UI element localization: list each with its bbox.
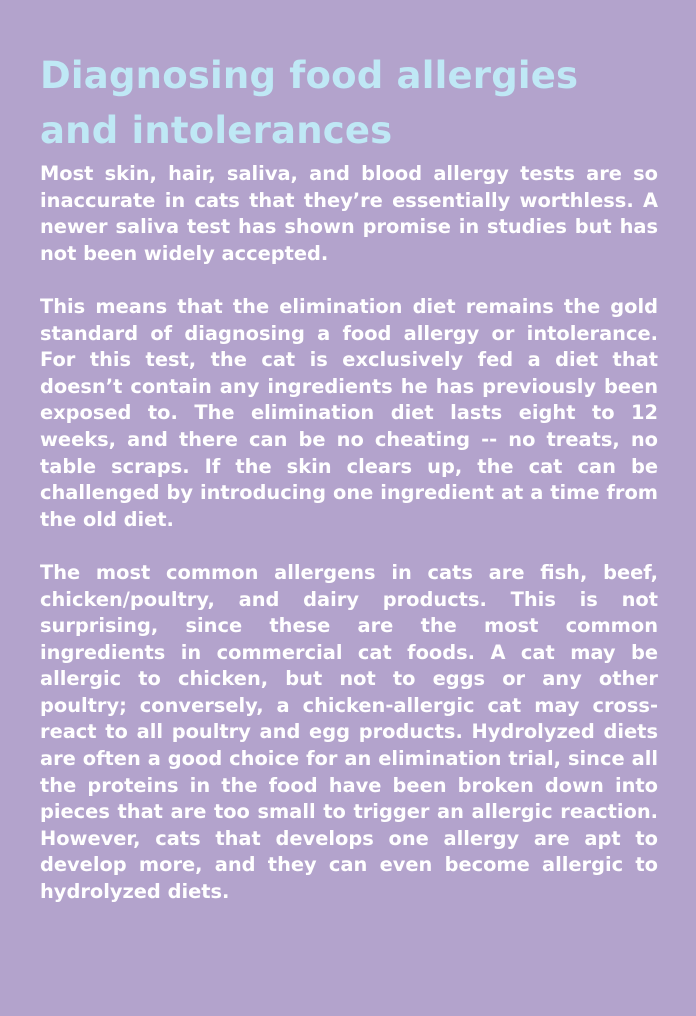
article: [40, 48, 658, 906]
paragraph-common-allergens: The most common allergens in cats are fish, beef, chicken/poultry, and dairy products. This is not surprising, since these are the most common ingredients in commercial cat foods. A cat may be allergic to chicken, but not to eggs or any other poultry; conversely, a chicken-allergic cat may cross-react to all poultry and egg products. Hydrolyzed diets are often a good choice for an elimination trial, since all the proteins in the food have been broken down into pieces that are too small to trigger an allergic reaction. However, cats that develops one allergy are apt to develop more, and they can even become allergic to hydrolyzed diets.: [40, 560, 658, 904]
article-title: Diagnosing food allergies and intolerances: [40, 54, 579, 152]
paragraph-elimination-diet: This means that the elimination diet remains the gold standard of diagnosing a food allergy or intolerance. For this test, the cat is exclusively fed a diet that doesn’t contain any ingredients he has previously been exposed to. The elimination diet lasts eight to 12 weeks, and there can be no cheating -- no treats, no table scraps. If the skin clears up, the cat can be challenged by introducing one ingredient at a time from the old diet.: [40, 294, 658, 531]
paragraph-allergy-tests: Most skin, hair, saliva, and blood allergy tests are so inaccurate in cats that they’re essentially worthless. A newer saliva test has shown promise in studies but has not been widely accepted.: [40, 162, 658, 265]
